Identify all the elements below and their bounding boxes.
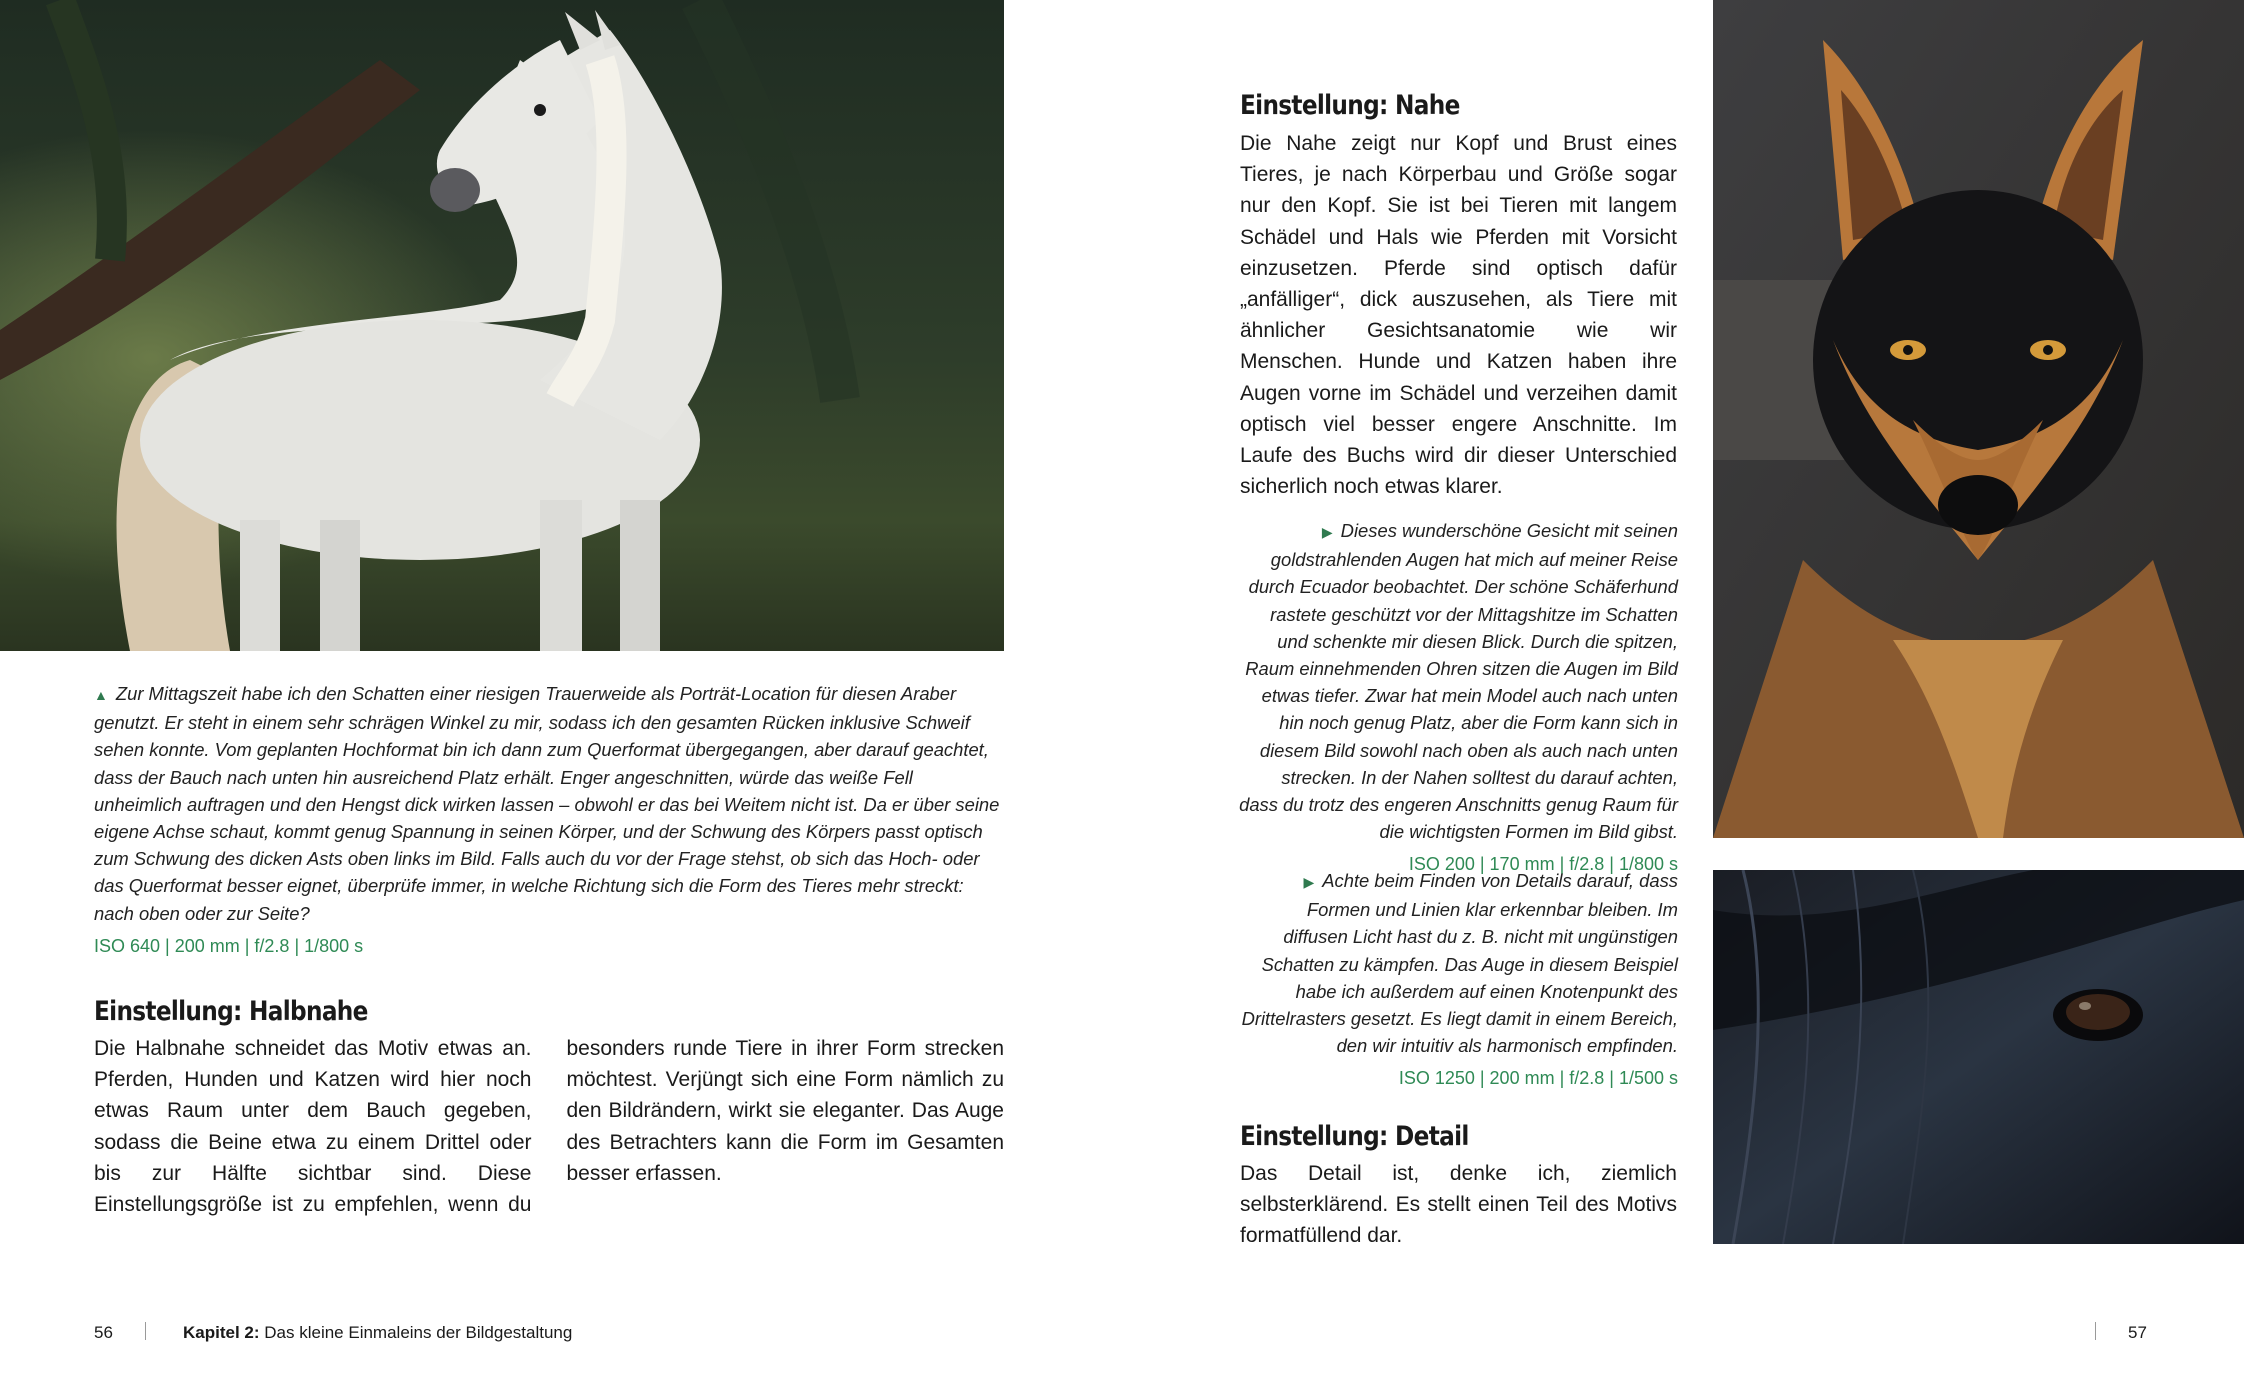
body-halbnahe: Die Halbnahe schneidet das Motiv etwas an. Pferden, Hunden und Katzen wird hier noch etwas Raum unter dem Bauch gegeben, sodass die Beine etwa zu einem Drittel oder bis zur Hälfte sichtbar sind. Diese Einstellungsgröße ist zu empfehlen, wenn du besonders runde Tiere in ihrer Form strecken möchtest. Verjüngt sich eine Form nämlich zu den Bildrändern, wirkt sie eleganter. Das Auge des Betrachters kann die Form im Gesamten besser erfassen. xyxy=(94,1037,1004,1217)
heading-halbnahe: Einstellung: Halbnahe xyxy=(94,996,368,1027)
chapter-label: Kapitel 2: xyxy=(183,1323,260,1342)
dog-exif: ISO 200 | 170 mm | f/2.8 | 1/800 s xyxy=(1408,854,1678,875)
caption-triangle-right-icon: ▶ xyxy=(1321,524,1333,540)
detail-exif: ISO 1250 | 200 mm | f/2.8 | 1/500 s xyxy=(1398,1068,1678,1089)
heading-detail: Einstellung: Detail xyxy=(1240,1121,1469,1152)
heading-nahe: Einstellung: Nahe xyxy=(1240,90,1460,121)
caption-triangle-right-icon: ▶ xyxy=(1303,874,1315,890)
body-nahe: Die Nahe zeigt nur Kopf und Brust eines Tieres, je nach Körperbau und Größe sogar nur den Kopf. Sie ist bei Tieren mit langem Schädel und Hals wie Pferden mit Vorsicht einzusetzen. Pferde sind optisch dafür „anfälliger“, dick auszusehen, als Tiere mit ähnlicher Gesichtsanatomie wie wir Menschen. Hunde und Katzen haben ihre Augen vorne im Schädel und verzeihen damit optisch viel besser engere Anschnitte. Im Laufe des Buchs wird dir dieser Unterschied sicherlich noch etwas klarer. xyxy=(1240,132,1677,499)
dog-caption-text: Dieses wunderschöne Gesicht mit seinen goldstrahlenden Augen hat mich auf meiner Reise durch Ecuador beobachtet. Der schöne Schäferhund rastete geschützt vor der Mittagshitze im Schatten und schenkte mir diesen Blick. Durch die spitzen, Raum einnehmenden Ohren sitzen die Augen im Bild etwas tiefer. Zwar hat mein Model auch nach unten hin noch genug Platz, aber die Form kann sich in diesem Bild sowohl nach oben als auch nach unten strecken. In der Nahen solltest du darauf achten, dass du trotz des engeren Anschnitts genug Raum für die wichtigsten Formen im Bild gibst. xyxy=(1239,520,1678,843)
page-number-right: 57 xyxy=(2128,1323,2147,1342)
horse-exif: ISO 640 | 200 mm | f/2.8 | 1/800 s xyxy=(94,935,364,956)
eye-photo-caption xyxy=(1238,867,1678,1093)
horse-photo xyxy=(0,0,1004,651)
horse-caption-text: Zur Mittagszeit habe ich den Schatten einer riesigen Trauerweide als Porträt-Location für diesen Araber genutzt. Er steht in einem sehr schrägen Winkel zu mir, sodass ich den gesamten Rücken inklusive Schweif sehen konnte. Vom geplanten Hochformat bin ich dann zum Querformat übergegangen, aber darauf geachtet, dass der Bauch nach unten hin ausreichend Platz erhält. Enger angeschnitten, würde das weiße Fell unheimlich auftragen und den Hengst dick wirken lassen – obwohl er das bei Weitem nicht ist. Da er über seine eigene Achse schaut, kommt genug Spannung in seinen Körper, und der Schwung des Körpers passt optisch zum Schwung des dicken Asts oben links im Bild. Falls auch du vor der Frage stehst, ob sich das Hoch- oder das Querformat besser eignet, überprüfe immer, in welche Richtung sich die Form des Tieres mehr streckt: nach oben oder zur Seite? xyxy=(94,683,1000,924)
dog-photo xyxy=(1713,0,2244,838)
caption-triangle-up-icon: ▲ xyxy=(94,687,108,703)
running-footer-chapter xyxy=(183,1323,572,1343)
dog-photo-caption xyxy=(1238,517,1678,879)
footer-divider-left xyxy=(145,1322,146,1340)
chapter-title: Das kleine Einmaleins der Bildgestaltung xyxy=(264,1323,573,1342)
footer-divider-right xyxy=(2095,1322,2096,1340)
detail-caption-text: Achte beim Finden von Details darauf, dass Formen und Linien klar erkennbar bleiben. Im diffusen Licht hast du z. B. nicht mit ungünstigen Schatten zu kämpfen. Das Auge in diesem Beispiel habe ich außerdem auf einen Knotenpunkt des Drittelrasters gesetzt. Es liegt damit in einem Bereich, den wir intuitiv als harmonisch empfinden. xyxy=(1241,870,1678,1057)
eye-detail-photo xyxy=(1713,870,2244,1244)
page-number-left: 56 xyxy=(94,1323,113,1342)
horse-photo-caption xyxy=(94,680,1004,960)
body-detail: Das Detail ist, denke ich, ziemlich selbsterklärend. Es stellt einen Teil des Motivs formatfüllend dar. xyxy=(1240,1162,1677,1248)
